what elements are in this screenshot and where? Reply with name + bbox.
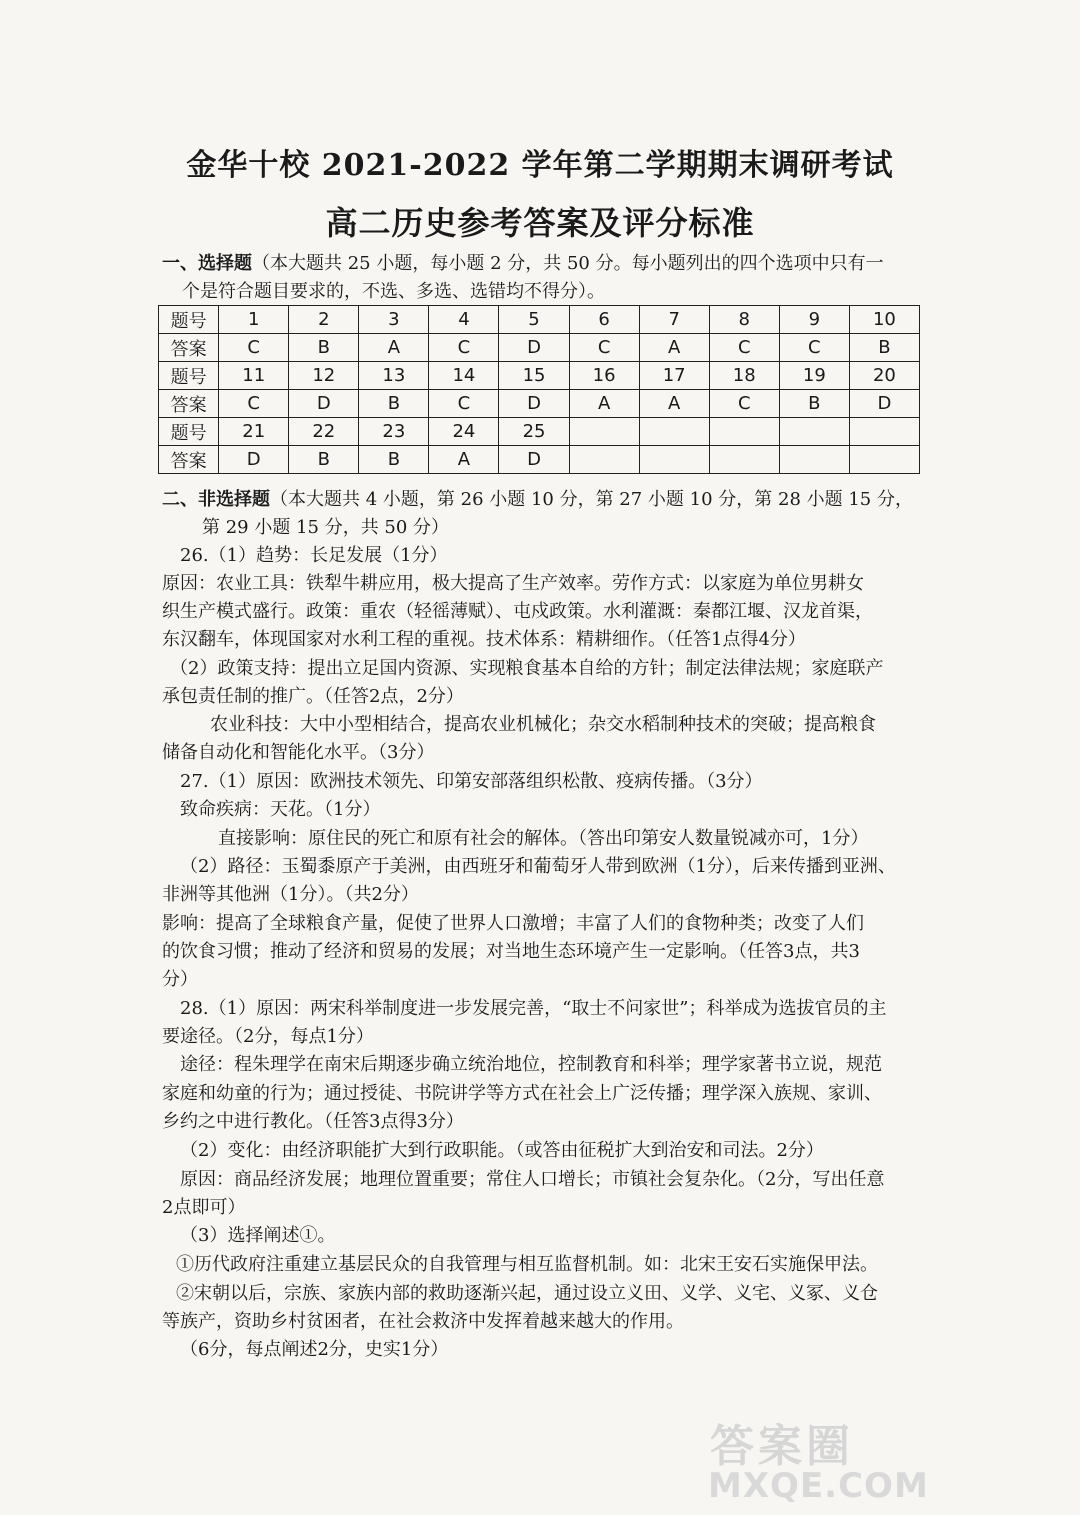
table-cell-answer: D (289, 390, 359, 418)
table-cell-number: 9 (779, 306, 849, 334)
table-cell-answer: D (849, 390, 919, 418)
answer-line: （2）变化：由经济职能扩大到行政职能。（或答由征税扩大到治安和司法。2分） (180, 1140, 824, 1161)
table-cell-answer: C (709, 334, 779, 362)
answer-line: ②宋朝以后，宗族、家族内部的救助逐渐兴起，通过设立义田、义学、义宅、义冢、义仓 (176, 1283, 878, 1304)
answer-line: ①历代政府注重建立基层民众的自我管理与相互监督机制。如：北宋王安石实施保甲法。 (176, 1254, 878, 1275)
answer-line: 原因：商品经济发展；地理位置重要；常住人口增长；市镇社会复杂化。（2分，写出任意 (180, 1169, 885, 1190)
table-cell-number (569, 418, 639, 446)
answer-line: 28.（1）原因：两宋科举制度进一步发展完善，“取士不问家世”；科举成为选拔官员的主 (180, 998, 887, 1019)
table-row-answer (159, 334, 920, 362)
table-cell-number: 18 (709, 362, 779, 390)
table-cell-number: 1 (219, 306, 289, 334)
row-label: 题号 (159, 418, 219, 446)
table-cell-number: 3 (359, 306, 429, 334)
table-cell-number: 12 (289, 362, 359, 390)
table-cell-answer: B (359, 446, 429, 474)
table-cell-answer: C (569, 334, 639, 362)
table-row-number (159, 418, 920, 446)
answer-line: （3）选择阐述①。 (180, 1225, 336, 1246)
answer-line: 家庭和幼童的行为；通过授徒、书院讲学等方式在社会上广泛传播；理学深入族规、家训、 (162, 1083, 882, 1104)
table-cell-number: 21 (219, 418, 289, 446)
section2-desc-line2: 第 29 小题 15 分，共 50 分） (202, 517, 450, 538)
table-cell-number: 5 (499, 306, 569, 334)
answer-line: 承包责任制的推广。（任答2点，2分） (162, 686, 464, 707)
table-cell-number: 14 (429, 362, 499, 390)
table-cell-answer: B (779, 390, 849, 418)
table-row-number (159, 306, 920, 334)
table-cell-answer: A (429, 446, 499, 474)
table-cell-answer (639, 446, 709, 474)
table-cell-answer: B (849, 334, 919, 362)
table-cell-number: 13 (359, 362, 429, 390)
table-cell-answer: C (429, 390, 499, 418)
table-row-answer (159, 390, 920, 418)
answer-line: 致命疾病：天花。（1分） (180, 799, 381, 820)
table-cell-answer: C (429, 334, 499, 362)
table-cell-number: 11 (219, 362, 289, 390)
section2-desc-line1: （本大题共 4 小题，第 26 小题 10 分，第 27 小题 10 分，第 28 小题 15 分， (270, 489, 913, 510)
table-cell-number: 22 (289, 418, 359, 446)
table-cell-answer: D (499, 390, 569, 418)
answer-line: 26.（1）趋势：长足发展（1分） (180, 545, 448, 566)
table-cell-number: 4 (429, 306, 499, 334)
row-label: 答案 (159, 334, 219, 362)
table-cell-number: 2 (289, 306, 359, 334)
table-cell-number (639, 418, 709, 446)
table-cell-answer (709, 446, 779, 474)
answer-line: 的饮食习惯；推动了经济和贸易的发展；对当地生态环境产生一定影响。（任答3点，共3 (162, 941, 860, 962)
table-cell-answer: C (219, 334, 289, 362)
table-cell-answer: C (219, 390, 289, 418)
table-cell-number (849, 418, 919, 446)
table-cell-answer: A (359, 334, 429, 362)
section2-intro (162, 486, 913, 514)
answer-line: 2点即可） (162, 1197, 246, 1218)
table-cell-answer (569, 446, 639, 474)
answer-line: 储备自动化和智能化水平。（3分） (162, 742, 435, 763)
table-cell-number: 19 (779, 362, 849, 390)
row-label: 答案 (159, 446, 219, 474)
table-cell-number: 15 (499, 362, 569, 390)
table-cell-number: 8 (709, 306, 779, 334)
table-cell-number: 10 (849, 306, 919, 334)
answer-line: 分） (162, 969, 198, 990)
answer-line: 东汉翻车，体现国家对水利工程的重视。技术体系：精耕细作。（任答1点得4分） (162, 629, 806, 650)
row-label: 答案 (159, 390, 219, 418)
answer-line: （2）路径：玉蜀黍原产于美洲，由西班牙和葡萄牙人带到欧洲（1分），后来传播到亚洲、 (180, 856, 896, 877)
answer-line: （6分，每点阐述2分，史实1分） (180, 1339, 449, 1360)
table-cell-number: 7 (639, 306, 709, 334)
page-title: 金华十校 2021-2022 学年第二学期期末调研考试 (186, 148, 894, 183)
answer-line: 等族产，资助乡村贫困者，在社会救济中发挥着越来越大的作用。 (162, 1311, 684, 1332)
answer-line: 织生产模式盛行。政策：重农（轻徭薄赋）、屯戍政策。水利灌溉：秦都江堰、汉龙首渠， (162, 601, 873, 622)
table-cell-answer: A (639, 390, 709, 418)
table-cell-number: 17 (639, 362, 709, 390)
table-cell-answer: D (219, 446, 289, 474)
table-row-number (159, 362, 920, 390)
answer-line: 原因：农业工具：铁犁牛耕应用，极大提高了生产效率。劳作方式：以家庭为单位男耕女 (162, 573, 864, 594)
row-label: 题号 (159, 306, 219, 334)
answer-line: 直接影响：原住民的死亡和原有社会的解体。（答出印第安人数量锐减亦可，1分） (218, 828, 869, 849)
table-cell-answer: D (499, 334, 569, 362)
section1-heading: 一、选择题 (162, 253, 252, 274)
watermark (700, 1410, 1060, 1510)
table-cell-number: 25 (499, 418, 569, 446)
answer-line: 农业科技：大中小型相结合，提高农业机械化；杂交水稻制种技术的突破；提高粮食 (210, 714, 876, 735)
answer-line: 27.（1）原因：欧洲技术领先、印第安部落组织松散、疫病传播。（3分） (180, 771, 763, 792)
table-cell-answer (849, 446, 919, 474)
table-cell-answer (779, 446, 849, 474)
page-subtitle: 高二历史参考答案及评分标准 (325, 204, 755, 242)
table-cell-answer: C (779, 334, 849, 362)
table-cell-number: 20 (849, 362, 919, 390)
table-cell-number (779, 418, 849, 446)
table-cell-number: 16 (569, 362, 639, 390)
section1-intro (162, 250, 884, 278)
table-cell-number (709, 418, 779, 446)
table-row-answer (159, 446, 920, 474)
table-cell-answer: B (289, 334, 359, 362)
table-cell-answer: B (289, 446, 359, 474)
watermark-logo: 答案圈 (710, 1421, 854, 1472)
table-cell-answer: A (639, 334, 709, 362)
section1-desc-line2: 个是符合题目要求的，不选、多选、选错均不得分）。 (182, 281, 605, 302)
section2-heading: 二、非选择题 (162, 489, 270, 510)
table-cell-answer: D (499, 446, 569, 474)
table-cell-number: 24 (429, 418, 499, 446)
answer-line: 影响：提高了全球粮食产量，促使了世界人口激增；丰富了人们的食物种类；改变了人们 (162, 913, 864, 934)
answer-line: 要途径。（2分，每点1分） (162, 1026, 374, 1047)
answer-line: 非洲等其他洲（1分）。（共2分） (162, 884, 419, 905)
section1-desc-line1: （本大题共 25 小题，每小题 2 分，共 50 分。每小题列出的四个选项中只有一 (252, 253, 884, 274)
table-cell-answer: C (709, 390, 779, 418)
answer-table (158, 305, 920, 474)
answer-line: （2）政策支持：提出立足国内资源、实现粮食基本自给的方针；制定法律法规；家庭联产 (170, 658, 884, 679)
table-cell-answer: B (359, 390, 429, 418)
watermark-url: MXQE.COM (708, 1466, 929, 1506)
row-label: 题号 (159, 362, 219, 390)
answer-line: 乡约之中进行教化。（任答3点得3分） (162, 1111, 464, 1132)
table-cell-number: 23 (359, 418, 429, 446)
table-cell-number: 6 (569, 306, 639, 334)
table-cell-answer: A (569, 390, 639, 418)
answer-line: 途径：程朱理学在南宋后期逐步确立统治地位，控制教育和科举；理学家著书立说，规范 (180, 1054, 882, 1075)
